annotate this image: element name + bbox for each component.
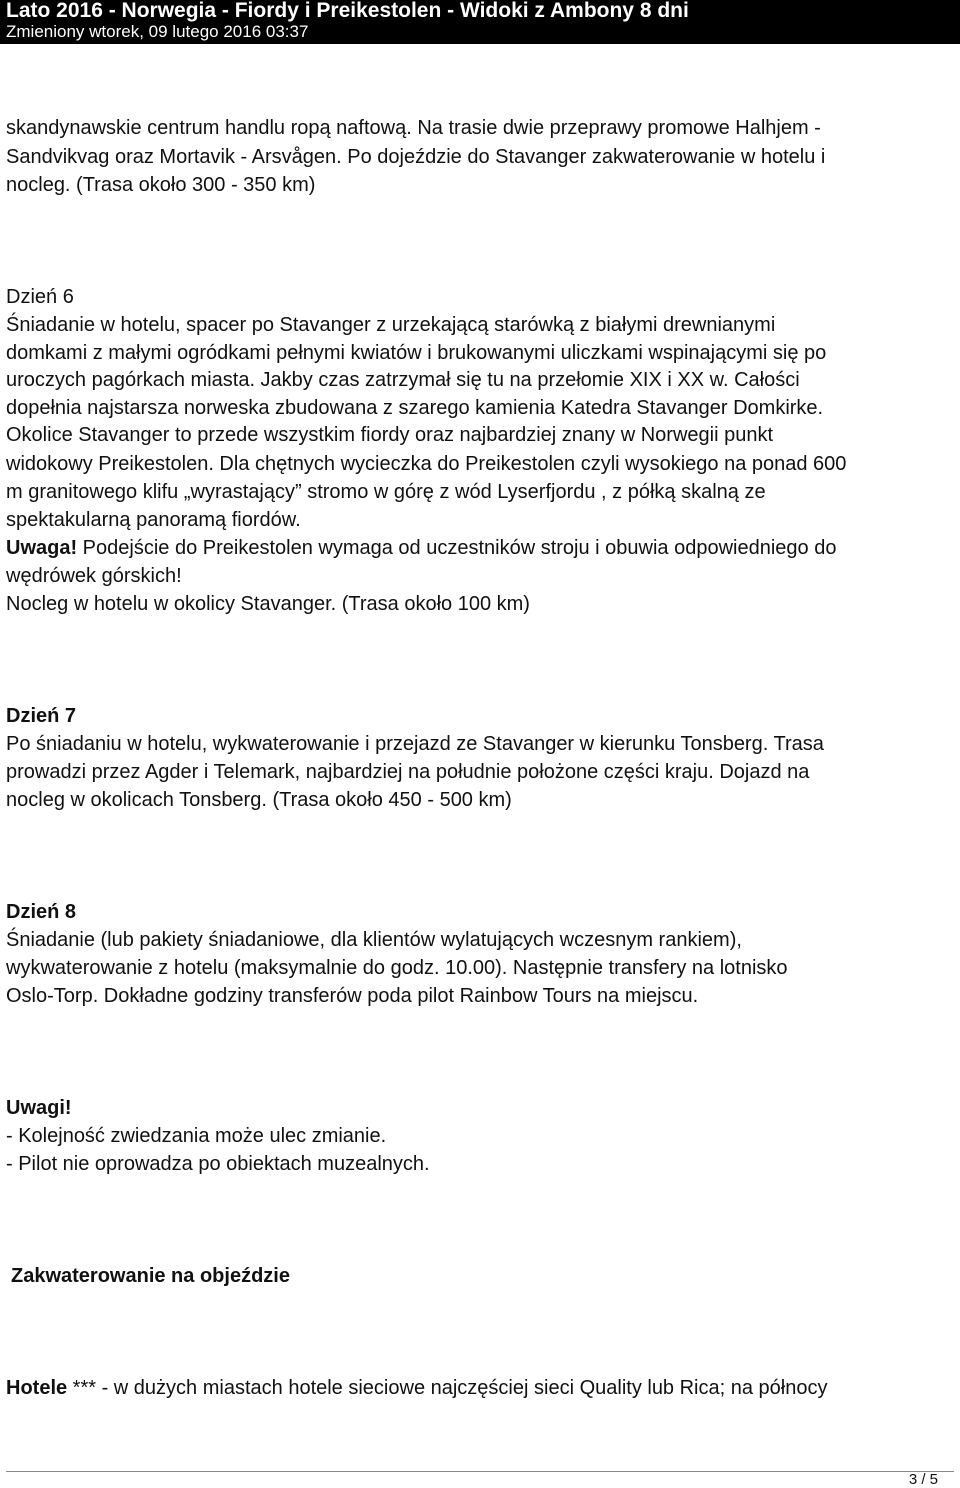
day6-line: dopełnia najstarsza norweska zbudowana z szarego kamienia Katedra Stavanger Domkirke. xyxy=(6,397,824,419)
warning-label: Uwaga! xyxy=(6,537,78,559)
footer-divider xyxy=(6,1471,954,1472)
day8-line: wykwaterowanie z hotelu (maksymalnie do godz. 10.00). Następnie transfery na lotnisko xyxy=(6,957,788,979)
day6-night: Nocleg w hotelu w okolicy Stavanger. (Trasa około 100 km) xyxy=(6,593,530,615)
day6-line: Okolice Stavanger to przede wszystkim fiordy oraz najbardziej znany w Norwegii punkt xyxy=(6,424,774,446)
day8-line: Śniadanie (lub pakiety śniadaniowe, dla klientów wylatujących wczesnym rankiem), xyxy=(6,929,742,951)
notes-line: - Pilot nie oprowadza po obiektach muzealnych. xyxy=(6,1153,430,1175)
day6-line: domkami z małymi ogródkami pełnymi kwiatów i brukowanymi uliczkami wspinającymi się po xyxy=(6,342,827,364)
intro-line: nocleg. (Trasa około 300 - 350 km) xyxy=(6,174,316,196)
day8-line: Oslo-Torp. Dokładne godziny transferów poda pilot Rainbow Tours na miejscu. xyxy=(6,985,699,1007)
notes-heading: Uwagi! xyxy=(6,1097,72,1119)
intro-line: Sandvikvag oraz Mortavik - Arsvågen. Po dojeździe do Stavanger zakwaterowanie w hotelu i xyxy=(6,146,826,168)
page-number: 3 / 5 xyxy=(908,1471,938,1488)
day7-line: Po śniadaniu w hotelu, wykwaterowanie i przejazd ze Stavanger w kierunku Tonsberg. Trasa xyxy=(6,733,824,755)
accommodation-heading: Zakwaterowanie na objeździe xyxy=(11,1265,290,1287)
hotels-text: *** - w dużych miastach hotele sieciowe najczęściej sieci Quality lub Rica; na północy xyxy=(67,1377,828,1399)
day6-warning-line: wędrówek górskich! xyxy=(6,565,182,587)
day6-warning xyxy=(6,534,836,562)
modified-date: Zmieniony wtorek, 09 lutego 2016 03:37 xyxy=(6,22,309,41)
page-title: Lato 2016 - Norwegia - Fiordy i Preikestolen - Widoki z Ambony 8 dni xyxy=(6,0,689,22)
day8-heading: Dzień 8 xyxy=(6,901,77,923)
day6-line: widokowy Preikestolen. Dla chętnych wycieczka do Preikestolen czyli wysokiego na ponad 600 xyxy=(6,453,847,475)
day7-line: prowadzi przez Agder i Telemark, najbardziej na południe położone części kraju. Dojazd na xyxy=(6,761,810,783)
intro-line: skandynawskie centrum handlu ropą naftową. Na trasie dwie przeprawy promowe Halhjem - xyxy=(6,117,821,139)
page-header xyxy=(0,0,960,44)
day7-heading: Dzień 7 xyxy=(6,705,77,727)
hotels-label: Hotele xyxy=(6,1377,68,1399)
day6-heading: Dzień 6 xyxy=(6,286,74,308)
accommodation-hotels xyxy=(6,1374,827,1402)
day6-line: uroczych pagórkach miasta. Jakby czas zatrzymał się tu na przełomie XIX i XX w. Całości xyxy=(6,369,800,391)
day6-line: spektakularną panoramą fiordów. xyxy=(6,509,301,531)
day6-line: m granitowego klifu „wyrastający” stromo w górę z wód Lyserfjordu , z półką skalną ze xyxy=(6,481,766,503)
notes-line: - Kolejność zwiedzania może ulec zmianie. xyxy=(6,1125,387,1147)
day7-line: nocleg w okolicach Tonsberg. (Trasa około 450 - 500 km) xyxy=(6,789,512,811)
warning-text: Podejście do Preikestolen wymaga od uczestników stroju i obuwia odpowiedniego do xyxy=(77,537,837,559)
day6-line: Śniadanie w hotelu, spacer po Stavanger z urzekającą starówką z białymi drewnianymi xyxy=(6,314,776,336)
